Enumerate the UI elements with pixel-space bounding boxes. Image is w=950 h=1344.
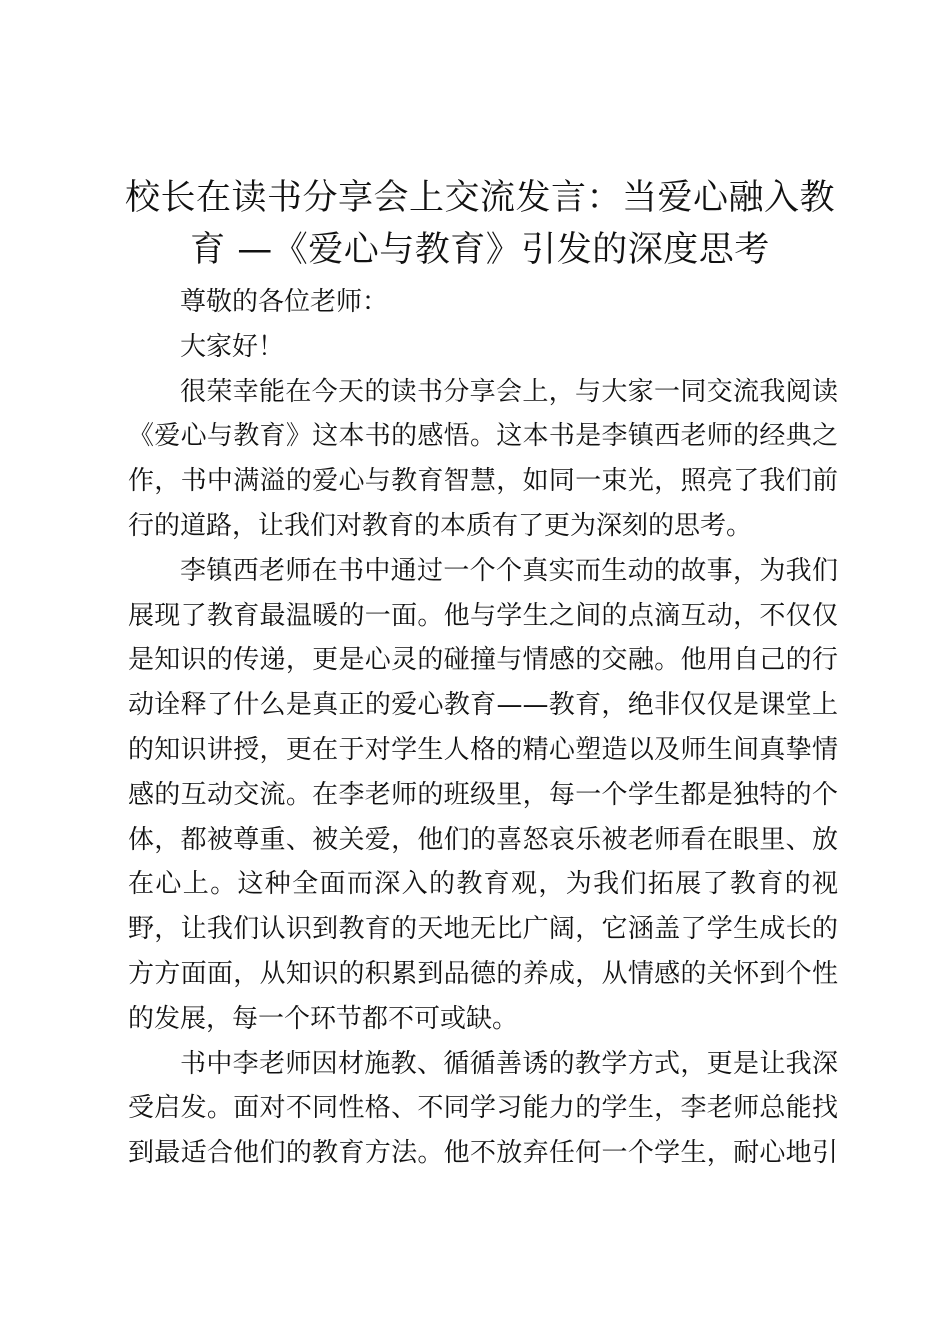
title-line-1: 校长在读书分享会上交流发言：当爱心融入教 bbox=[124, 178, 835, 218]
paragraph-intro: 很荣幸能在今天的读书分享会上，与大家一同交流我阅读《爱心与教育》这本书的感悟。这本书是李镇西老师的经典之作，书中满溢的爱心与教育智慧，如同一束光，照亮了我们前行的道路，让我们对教育的本质有了更为深刻的思考。 bbox=[128, 376, 838, 541]
document-title bbox=[110, 172, 850, 276]
salutation: 尊敬的各位老师： bbox=[180, 287, 389, 317]
title-line-2: 育 —《爱心与教育》引发的深度思考 bbox=[190, 230, 770, 270]
document-body bbox=[128, 280, 838, 1176]
greeting: 大家好！ bbox=[180, 331, 285, 362]
paragraph-love-education: 李镇西老师在书中通过一个个真实而生动的故事，为我们展现了教育最温暖的一面。他与学生之间的点滴互动，不仅仅是知识的传递，更是心灵的碰撞与情感的交融。他用自己的行动诠释了什么是真正的爱心教育——教育，绝非仅仅是课堂上的知识讲授，更在于对学生人格的精心塑造以及师生间真挚情感的互动交流。在李老师的班级里，每一个学生都是独特的个体，都被尊重、被关爱，他们的喜怒哀乐被老师看在眼里、放在心上。这种全面而深入的教育观，为我们拓展了教育的视野，让我们认识到教育的天地无比广阔，它涵盖了学生成长的方方面面，从知识的积累到品德的养成，从情感的关怀到个性的发展，每一个环节都不可或缺。 bbox=[128, 555, 838, 1034]
paragraph-teaching-method: 书中李老师因材施教、循循善诱的教学方式，更是让我深受启发。面对不同性格、不同学习能力的学生，李老师总能找到最适合他们的教育方法。他不放弃任何一个学生，耐心地引 bbox=[128, 1048, 838, 1169]
